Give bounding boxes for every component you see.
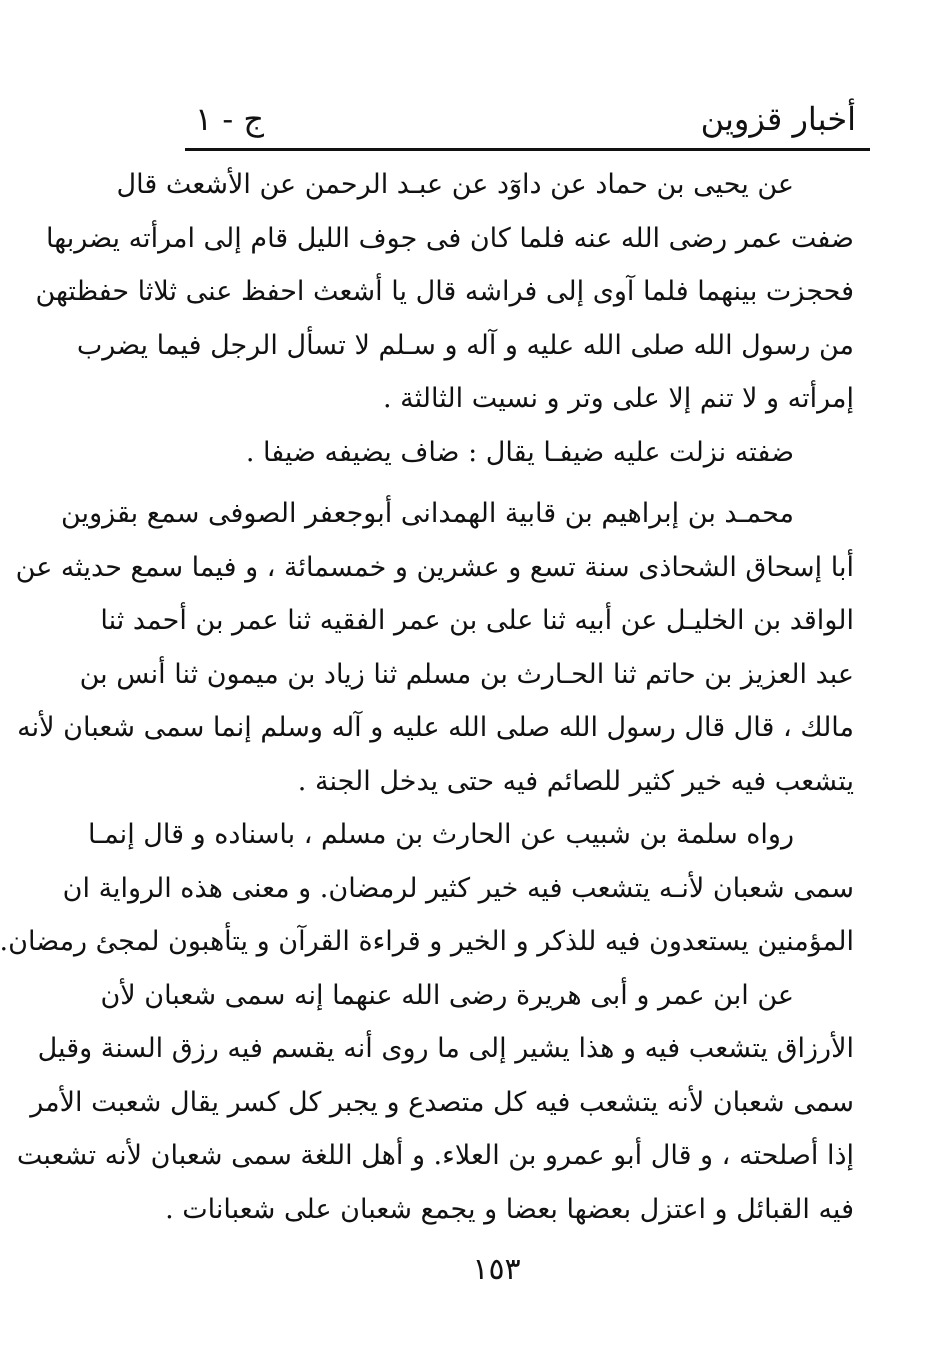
text-line: سمى شعبان لأنه يتشعب فيه كل متصدع و يجبر كل كسر يقال شعبت الأمر [30,1086,854,1118]
text-line: أبا إسحاق الشحاذى سنة تسع و عشرين و خمسمائة ، و فيما سمع حديثه عن [15,551,854,583]
text-line: رواه سلمة بن شبيب عن الحارث بن مسلم ، باسناده و قال إنمـا [87,819,794,850]
text-line: الأرزاق يتشعب فيه و هذا يشير إلى ما روى أنه يقسم فيه رزق السنة وقيل [37,1033,854,1064]
text-line: فيه القبائل و اعتزل بعضها بعضا و يجمع شعبان على شعبانات . [165,1193,854,1225]
text-line: يتشعب فيه خير كثير للصائم فيه حتى يدخل الجنة . [297,765,854,797]
text-line: إذا أصلحته ، و قال أبو عمرو بن العلاء. و أهل اللغة سمى شعبان لأنه تشعبت [16,1140,854,1171]
volume-label: ج - ١ [195,100,264,138]
running-header [191,96,868,148]
text-line: الواقد بن الخليـل عن أبيه ثنا على بن عمر الفقيه ثنا عمر بن أحمد ثنا [100,605,854,636]
text-line: المؤمنين يستعدون فيه للذكر و الخير و قراءة القرآن و يتأهبون لمجئ رمضان. [0,926,854,957]
text-line: مالك ، قال قال رسول الله صلى الله عليه و آله وسلم إنما سمى شعبان لأنه [17,712,854,743]
text-line: عن يحيى بن حماد عن داوٓد عن عبـد الرحمن عن الأشعث قال [116,169,794,200]
paragraph-gap [191,479,854,487]
text-line: محمـد بن إبراهيم بن قابية الهمدانى أبوجعفر الصوفى سمع بقزوين [61,498,794,529]
header-rule [185,148,870,151]
body-text [0,158,854,1236]
text-line: عبد العزيز بن حاتم ثنا الحـارث بن مسلم ثنا زياد بن ميمون ثنا أنس بن [79,658,854,690]
text-line: سمى شعبان لأنـه يتشعب فيه خير كثير لرمضان. و معنى هذه الرواية ان [62,872,854,904]
text-line: فحجزت بينهما فلما آوى إلى فراشه قال يا أشعث احفظ عنى ثلاثا حفظتهن [35,276,854,307]
text-line: ضفت عمر رضى الله عنه فلما كان فى جوف الليل قام إلى امرأته يضربها [46,222,854,254]
text-line: عن ابن عمر و أبى هريرة رضى الله عنهما إنه سمى شعبان لأن [100,979,794,1011]
book-title: أخبار قزوين [700,100,856,138]
page-number: ١٥٣ [472,1252,521,1287]
text-line: من رسول الله صلى الله عليه و آله و سـلم لا تسأل الرجل فيما يضرب [76,329,854,361]
text-line: إمرأته و لا تنم إلا على وتر و نسيت الثالثة . [383,383,854,414]
gloss-line: ضفته نزلت عليه ضيفـا يقال : ضاف يضيفه ضيفا . [245,436,794,468]
